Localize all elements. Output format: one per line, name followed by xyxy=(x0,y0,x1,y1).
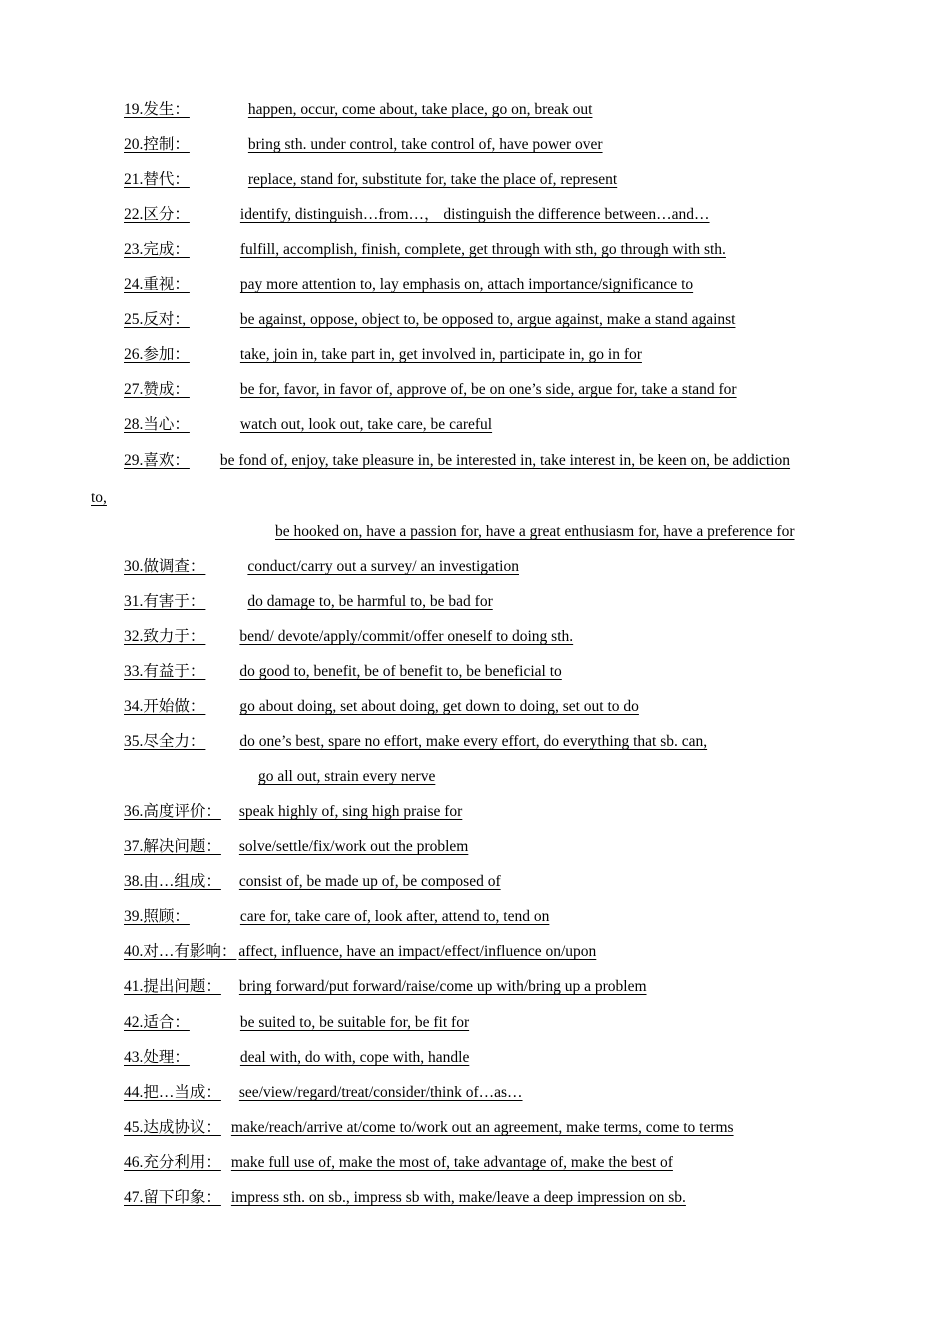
entry-28 xyxy=(124,415,492,435)
entry-term: 42.适合： xyxy=(124,1014,190,1031)
entry-43 xyxy=(124,1048,469,1068)
entry-definition: bend/ devote/apply/commit/offer oneself to doing sth. xyxy=(239,628,574,645)
entry-term: 27.赞成： xyxy=(124,381,190,398)
entry-term: 25.反对： xyxy=(124,311,190,328)
entry-term: 38.由…组成： xyxy=(124,873,221,890)
entry-29 xyxy=(124,451,790,471)
entry-40 xyxy=(124,942,596,962)
entry-term: 33.有益于： xyxy=(124,663,206,680)
entry-term: 23.完成： xyxy=(124,241,190,258)
entry-definition: go about doing, set about doing, get down to doing, set out to do xyxy=(239,698,639,715)
entry-term: 19.发生： xyxy=(124,101,190,118)
entry-term: 44.把…当成： xyxy=(124,1084,221,1101)
entry-definition: consist of, be made up of, be composed of xyxy=(238,873,501,890)
entry-definition: take, join in, take part in, get involved in, participate in, go in for xyxy=(239,346,642,363)
entry-term: 45.达成协议： xyxy=(124,1119,221,1136)
entry-term: 20.控制： xyxy=(124,136,190,153)
entry-term: 30.做调查： xyxy=(124,558,206,575)
entry-39 xyxy=(124,907,549,927)
entry-29-continuation: be hooked on, have a passion for, have a great enthusiasm for, have a preference for xyxy=(275,523,795,540)
entry-34 xyxy=(124,697,639,717)
entry-term: 47.留下印象： xyxy=(124,1189,221,1206)
entry-21 xyxy=(124,170,617,190)
entry-definition: identify, distinguish…from…， distinguish the difference between…and… xyxy=(239,206,710,223)
entry-definition: watch out, look out, take care, be careful xyxy=(239,416,493,433)
entry-26 xyxy=(124,345,642,365)
entry-definition: do one’s best, spare no effort, make every effort, do everything that sb. can, xyxy=(239,733,708,750)
entry-term: 40.对…有影响： xyxy=(124,943,237,960)
entry-definition: make/reach/arrive at/come to/work out an agreement, make terms, come to terms xyxy=(230,1119,734,1136)
entry-definition: be for, favor, in favor of, approve of, be on one’s side, argue for, take a stand for xyxy=(239,381,737,398)
entry-22 xyxy=(124,205,710,225)
entry-term: 31.有害于： xyxy=(124,593,206,610)
entry-31 xyxy=(124,592,493,612)
entry-27 xyxy=(124,380,737,400)
entry-definition: bring sth. under control, take control of, have power over xyxy=(247,136,603,153)
entry-definition: do damage to, be harmful to, be bad for xyxy=(247,593,493,610)
entry-35-continuation: go all out, strain every nerve xyxy=(258,768,436,785)
entry-definition: happen, occur, come about, take place, go on, break out xyxy=(247,101,593,118)
entry-term: 36.高度评价： xyxy=(124,803,221,820)
entry-45 xyxy=(124,1118,734,1138)
entry-20 xyxy=(124,135,603,155)
entry-47 xyxy=(124,1188,686,1208)
entry-term: 29.喜欢： xyxy=(124,452,190,469)
entry-42 xyxy=(124,1013,469,1033)
entry-36 xyxy=(124,802,462,822)
entry-term: 37.解决问题： xyxy=(124,838,221,855)
entry-44 xyxy=(124,1083,523,1103)
entry-term: 35.尽全力： xyxy=(124,733,206,750)
entry-29-wrap: to, xyxy=(91,489,107,506)
entry-definition: be suited to, be suitable for, be fit for xyxy=(239,1014,470,1031)
entry-term: 28.当心： xyxy=(124,416,190,433)
entry-term: 34.开始做： xyxy=(124,698,206,715)
entry-30 xyxy=(124,557,519,577)
entry-definition: fulfill, accomplish, finish, complete, get through with sth, go through with sth. xyxy=(239,241,726,258)
entry-definition: bring forward/put forward/raise/come up with/bring up a problem xyxy=(238,978,647,995)
entry-definition: solve/settle/fix/work out the problem xyxy=(238,838,469,855)
entry-38 xyxy=(124,872,501,892)
entry-24 xyxy=(124,275,693,295)
entry-term: 22.区分： xyxy=(124,206,190,223)
entry-term: 24.重视： xyxy=(124,276,190,293)
entry-definition: conduct/carry out a survey/ an investigation xyxy=(247,558,519,575)
entry-term: 43.处理： xyxy=(124,1049,190,1066)
entry-definition: be fond of, enjoy, take pleasure in, be interested in, take interest in, be keen on, be addiction xyxy=(219,452,791,469)
entry-definition: replace, stand for, substitute for, take the place of, represent xyxy=(247,171,618,188)
entry-definition: care for, take care of, look after, attend to, tend on xyxy=(239,908,550,925)
entry-definition: pay more attention to, lay emphasis on, attach importance/significance to xyxy=(239,276,694,293)
entry-term: 41.提出问题： xyxy=(124,978,221,995)
entry-definition: make full use of, make the most of, take advantage of, make the best of xyxy=(230,1154,673,1171)
entry-term: 39.照顾： xyxy=(124,908,190,925)
entry-37 xyxy=(124,837,468,857)
entry-23 xyxy=(124,240,726,260)
entry-32 xyxy=(124,627,573,647)
entry-definition: affect, influence, have an impact/effect/influence on/upon xyxy=(238,943,597,960)
entry-term: 32.致力于： xyxy=(124,628,206,645)
entry-19 xyxy=(124,100,592,120)
entry-term: 46.充分利用： xyxy=(124,1154,221,1171)
entry-25 xyxy=(124,310,735,330)
entry-definition: see/view/regard/treat/consider/think of…as… xyxy=(238,1084,523,1101)
entry-definition: impress sth. on sb., impress sb with, make/leave a deep impression on sb. xyxy=(230,1189,686,1206)
entry-33 xyxy=(124,662,562,682)
entry-35 xyxy=(124,732,707,752)
entry-term: 21.替代： xyxy=(124,171,190,188)
entry-46 xyxy=(124,1153,673,1173)
entry-term: 26.参加： xyxy=(124,346,190,363)
entry-definition: speak highly of, sing high praise for xyxy=(238,803,463,820)
entry-definition: be against, oppose, object to, be opposed to, argue against, make a stand against xyxy=(239,311,736,328)
entry-41 xyxy=(124,977,647,997)
entry-definition: do good to, benefit, be of benefit to, be beneficial to xyxy=(239,663,562,680)
entry-definition: deal with, do with, cope with, handle xyxy=(239,1049,470,1066)
